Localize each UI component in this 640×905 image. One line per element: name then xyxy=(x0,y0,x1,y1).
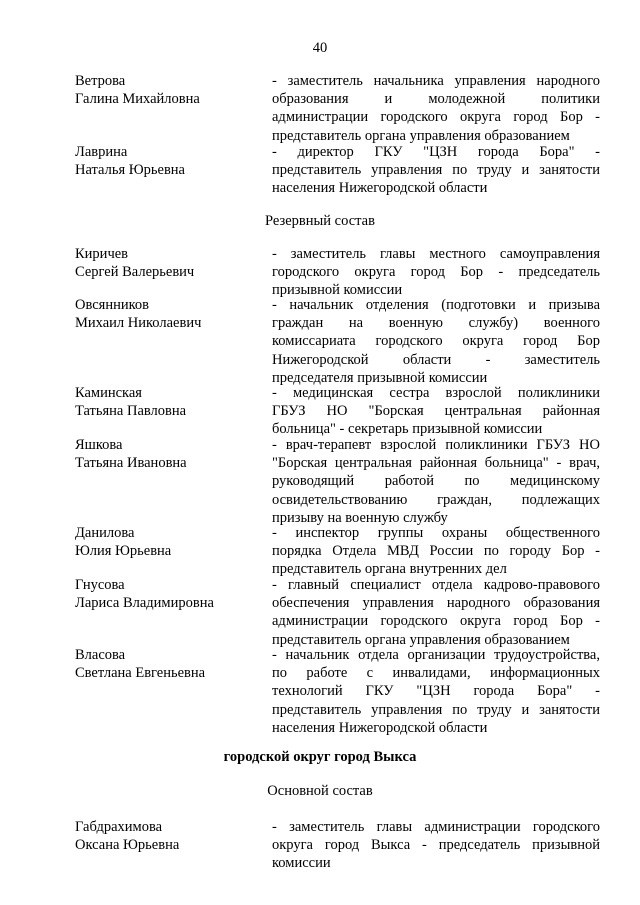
member-given-names: Галина Михайловна xyxy=(75,91,200,108)
role-line: населения Нижегородской области xyxy=(272,719,488,736)
member-name xyxy=(75,646,260,682)
role-line: граждан на военную службу) военного xyxy=(272,315,600,332)
member-surname: Каминская xyxy=(75,385,142,401)
member-surname: Яшкова xyxy=(75,437,123,453)
main-composition-heading: Основной состав xyxy=(267,783,373,799)
role-line: - главный специалист отдела кадрово-правового xyxy=(272,577,600,593)
member-name xyxy=(75,524,260,560)
member-given-names: Лариса Владимировна xyxy=(75,595,214,612)
page-number: 40 xyxy=(312,40,328,56)
member-given-names: Оксана Юрьевна xyxy=(75,837,180,854)
member-role-description xyxy=(272,576,600,649)
member-surname: Овсянников xyxy=(75,297,150,313)
role-line: округа город Выкса - председатель призывной xyxy=(272,837,600,854)
role-line: администрации городского округа город Бор - xyxy=(272,109,600,126)
role-line: - начальник отдела организации трудоустройства, xyxy=(272,647,600,663)
member-surname: Власова xyxy=(75,647,126,663)
member-given-names: Сергей Валерьевич xyxy=(75,264,195,281)
role-line: "Борская центральная районная больница" - врач, xyxy=(272,455,600,472)
member-surname: Данилова xyxy=(75,525,135,541)
member-surname: Ветрова xyxy=(75,73,126,89)
role-line: призыву на военную службу xyxy=(272,509,448,526)
role-line: порядка Отдела МВД России по городу Бор - xyxy=(272,543,600,560)
member-given-names: Наталья Юрьевна xyxy=(75,162,185,179)
member-surname: Габдрахимова xyxy=(75,819,163,835)
member-role-description xyxy=(272,245,600,300)
role-line: - медицинская сестра взрослой поликлиники xyxy=(272,385,600,401)
member-given-names: Светлана Евгеньевна xyxy=(75,665,206,682)
member-name xyxy=(75,576,260,612)
role-line: председателя призывной комиссии xyxy=(272,369,488,386)
member-given-names: Михаил Николаевич xyxy=(75,315,202,332)
role-line: по работе с инвалидами, информационных xyxy=(272,665,600,682)
member-role-description xyxy=(272,296,600,387)
role-line: - заместитель главы администрации городского xyxy=(272,819,600,835)
member-name xyxy=(75,384,260,420)
role-line: комиссии xyxy=(272,855,331,872)
role-line: руководящий работой по медицинскому xyxy=(272,473,600,490)
role-line: технологий ГКУ "ЦЗН города Бора" - xyxy=(272,683,600,700)
member-surname: Киричев xyxy=(75,246,129,262)
member-role-description xyxy=(272,72,600,145)
district-heading: городской округ город Выкса xyxy=(223,749,417,765)
role-line: представитель органа управления образованием xyxy=(272,127,570,144)
member-name xyxy=(75,436,260,472)
role-line: призывной комиссии xyxy=(272,282,403,299)
member-role-description xyxy=(272,524,600,579)
role-line: администрации городского округа город Бор - xyxy=(272,613,600,630)
role-line: - начальник отделения (подготовки и призыва xyxy=(272,297,600,313)
member-role-description xyxy=(272,143,600,198)
role-line: - директор ГКУ "ЦЗН города Бора" - xyxy=(272,144,600,160)
role-line: освидетельствованию граждан, подлежащих xyxy=(272,491,600,508)
role-line: - заместитель начальника управления народного xyxy=(272,73,600,89)
role-line: обеспечения управления народного образования xyxy=(272,595,600,612)
member-surname: Лаврина xyxy=(75,144,128,160)
member-name xyxy=(75,143,260,179)
role-line: образования и молодежной политики xyxy=(272,91,600,108)
role-line: - заместитель главы местного самоуправления xyxy=(272,246,600,262)
member-role-description xyxy=(272,384,600,439)
role-line: - инспектор группы охраны общественного xyxy=(272,525,600,541)
member-given-names: Юлия Юрьевна xyxy=(75,543,172,560)
role-line: городского округа город Бор - председатель xyxy=(272,264,600,281)
member-name xyxy=(75,296,260,332)
role-line: больница" - секретарь призывной комиссии xyxy=(272,421,543,438)
member-given-names: Татьяна Павловна xyxy=(75,403,187,420)
member-role-description xyxy=(272,646,600,737)
member-surname: Гнусова xyxy=(75,577,125,593)
role-line: представитель органа управления образованием xyxy=(272,631,570,648)
member-name xyxy=(75,245,260,281)
member-given-names: Татьяна Ивановна xyxy=(75,455,187,472)
role-line: представитель управления по труду и занятости xyxy=(272,701,600,718)
reserve-composition-heading: Резервный состав xyxy=(265,213,375,229)
role-line: представитель управления по труду и занятости xyxy=(272,162,600,179)
member-name xyxy=(75,818,260,854)
role-line: комиссариата городского округа город Бор xyxy=(272,333,600,350)
member-role-description xyxy=(272,436,600,527)
member-name xyxy=(75,72,260,108)
role-line: представитель органа внутренних дел xyxy=(272,561,507,578)
role-line: - врач-терапевт взрослой поликлиники ГБУЗ НО xyxy=(272,437,600,453)
role-line: населения Нижегородской области xyxy=(272,180,488,197)
role-line: Нижегородской области - заместитель xyxy=(272,351,600,368)
member-role-description xyxy=(272,818,600,873)
role-line: ГБУЗ НО "Борская центральная районная xyxy=(272,403,600,420)
